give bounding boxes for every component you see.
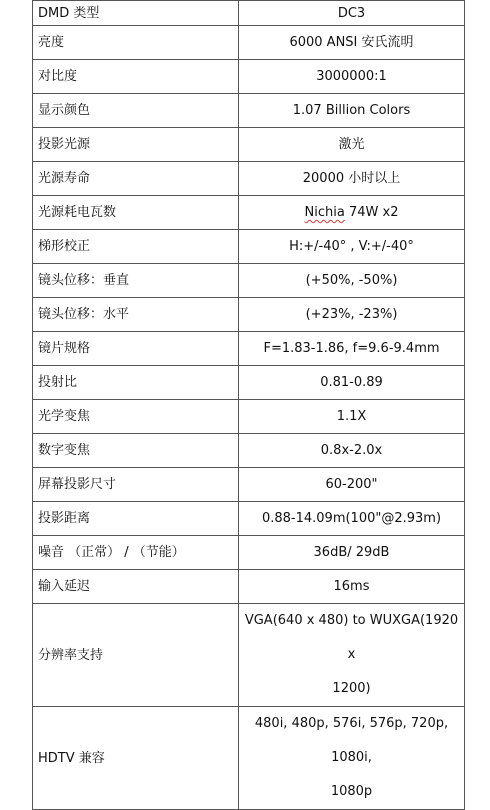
table-row bbox=[33, 196, 465, 230]
spec-value-line: 480i, 480p, 576i, 576p, 720p, 1080i, bbox=[254, 716, 449, 765]
spec-label: 数字变焦 bbox=[33, 434, 239, 468]
spec-table bbox=[32, 0, 465, 810]
table-row bbox=[33, 570, 465, 604]
spec-label: 光学变焦 bbox=[33, 400, 239, 434]
spec-label: 镜片规格 bbox=[33, 332, 239, 366]
table-row bbox=[33, 400, 465, 434]
spec-label: 显示颜色 bbox=[33, 94, 239, 128]
spec-label: 光源耗电瓦数 bbox=[33, 196, 239, 230]
spec-label: 投影光源 bbox=[33, 128, 239, 162]
spec-value-line: 1080p bbox=[330, 784, 373, 799]
spec-value bbox=[239, 196, 465, 230]
spec-value: 36dB/ 29dB bbox=[239, 536, 465, 570]
table-row bbox=[33, 707, 465, 810]
spec-value-line: VGA(640 x 480) to WUXGA(1920 x bbox=[244, 613, 459, 662]
spec-value: (+50%, -50%) bbox=[239, 264, 465, 298]
spec-value: 16ms bbox=[239, 570, 465, 604]
spec-label: 梯形校正 bbox=[33, 230, 239, 264]
table-row bbox=[33, 230, 465, 264]
table-row bbox=[33, 502, 465, 536]
spec-value: 1.1X bbox=[239, 400, 465, 434]
table-row bbox=[33, 26, 465, 60]
spec-value: 6000 ANSI 安氏流明 bbox=[239, 26, 465, 60]
spec-value: 0.81-0.89 bbox=[239, 366, 465, 400]
table-row bbox=[33, 94, 465, 128]
spec-value bbox=[239, 604, 465, 707]
spec-value bbox=[239, 707, 465, 810]
spec-value-line: 1200) bbox=[332, 681, 371, 696]
spellcheck-word: Nichia bbox=[304, 205, 345, 220]
spec-value: 1.07 Billion Colors bbox=[239, 94, 465, 128]
spec-label: 分辨率支持 bbox=[33, 604, 239, 707]
spec-value: H:+/-40° , V:+/-40° bbox=[239, 230, 465, 264]
spec-label: HDTV 兼容 bbox=[33, 707, 239, 810]
spec-value: F=1.83-1.86, f=9.6-9.4mm bbox=[239, 332, 465, 366]
spec-label: 投影距离 bbox=[33, 502, 239, 536]
spec-value: 20000 小时以上 bbox=[239, 162, 465, 196]
spec-value: 0.88-14.09m(100"@2.93m) bbox=[239, 502, 465, 536]
table-row bbox=[33, 162, 465, 196]
table-row bbox=[33, 298, 465, 332]
spec-label: 屏幕投影尺寸 bbox=[33, 468, 239, 502]
spec-label: 对比度 bbox=[33, 60, 239, 94]
spec-value: (+23%, -23%) bbox=[239, 298, 465, 332]
spec-value: DC3 bbox=[239, 1, 465, 26]
spec-label: 镜头位移：水平 bbox=[33, 298, 239, 332]
spec-label: 输入延迟 bbox=[33, 570, 239, 604]
spec-value: 3000000:1 bbox=[239, 60, 465, 94]
table-row bbox=[33, 128, 465, 162]
spec-label: DMD 类型 bbox=[33, 1, 239, 26]
table-row bbox=[33, 1, 465, 26]
spec-value: 60-200" bbox=[239, 468, 465, 502]
spec-label: 投射比 bbox=[33, 366, 239, 400]
spec-value: 0.8x-2.0x bbox=[239, 434, 465, 468]
table-row bbox=[33, 264, 465, 298]
table-row bbox=[33, 604, 465, 707]
table-row bbox=[33, 434, 465, 468]
table-row bbox=[33, 468, 465, 502]
table-row bbox=[33, 332, 465, 366]
spec-label: 噪音 （正常） / （节能） bbox=[33, 536, 239, 570]
table-row bbox=[33, 60, 465, 94]
table-row bbox=[33, 536, 465, 570]
spec-label: 光源寿命 bbox=[33, 162, 239, 196]
spec-label: 镜头位移：垂直 bbox=[33, 264, 239, 298]
table-row bbox=[33, 366, 465, 400]
spec-value-rest: 74W x2 bbox=[344, 205, 399, 220]
spec-label: 亮度 bbox=[33, 26, 239, 60]
spec-value: 激光 bbox=[239, 128, 465, 162]
